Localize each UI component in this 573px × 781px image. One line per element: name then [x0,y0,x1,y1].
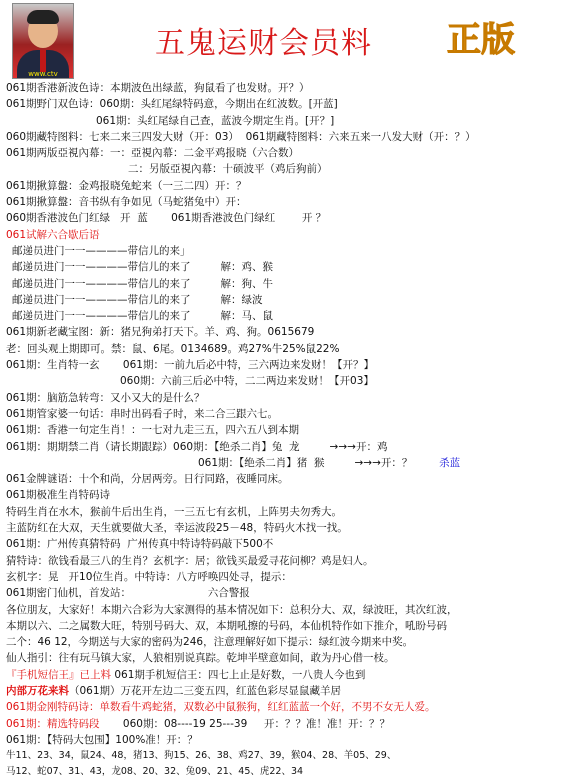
text-line: 061期：【特码大包围】100%准！开：？ [6,733,198,746]
text-line: 二：另版亞視內幕：十硕波平（鸡后狗前） [128,163,328,176]
text-line: 060期香港波色门红绿 开 蓝 061期香港波色门绿红 开 ？ [6,212,327,225]
text-line: 061期管家婆一句话：串时出码看子时，来二合三跟六七。 [6,407,279,420]
text-line: 老：回头观上期即可。禁：鼠、6尾。0134689。鸡27%牛25%鼠22% [6,342,340,355]
text-line: 061期野门双色诗：060期：头红尾绿特码意，今期出在红波数。[开蓝] [6,98,338,111]
page-title: 五鬼运财会员料 [155,26,372,61]
portrait-photo [12,3,74,79]
text-line: 仙人指引：往有玩马镇大家，人狼相别说真踪。乾坤半壁意如间，敢为丹心借一枝。 [6,652,395,665]
text-line: 061期：脑筋急转弯：又小又大的是什么？ [6,391,205,404]
text-line: 061期极准生肖特码诗 [6,489,111,502]
text-line: 060期：六前三后必中特，二二两边来发财！【开03】 [120,375,374,388]
text-line: 本期以六、二之属数大旺，特别号码大、双，本期吼擦的号码，本仙机特作如下推介，吼盼号码 [6,619,447,632]
text-line: 061期：精选特码段 060期：08----19 25---39 开：？？准！准！开：？？ [6,717,390,730]
text-line: 邮递员进门一一————带信儿的来了 解：狗、牛 [12,277,274,290]
text-line: 内部万花来料（061期）万花开左边二三变五四，红蓝色彩尽显鼠藏羊居 [6,684,342,697]
text-line: 061期：生肖特一玄 061期：一前九后必中特，三六两边来发财！【开？】 [6,359,374,372]
text-line: 邮递员进门一一————带信儿的来了 解：鸡、猴 [12,261,274,274]
text-line: 猜特诗：欲钱看最三八的生肖？玄机字：居；欲钱买最爱寻花问柳？鸡是妇人。 [6,554,374,567]
text-line: 061期新老藏宝图：新：猪兄狗弟打天下。羊、鸡、狗。0615679 [6,326,315,339]
content-lines [0,80,573,781]
text-line: 061期：【绝杀二肖】猪 猴 →→→开：？ 杀蓝 [198,456,461,469]
text-line: 061期：头红尾绿自己查，蓝波今期定生肖。[开？] [96,114,335,127]
text-line: 061期金刚特码诗：单数看牛鸡蛇猪，双数必中鼠猴狗，红红蓝蓝一个好，不男不女无人爱。 [6,701,436,714]
text-line: 主蓝防红在大双，天生就要做大圣，幸运波段25－48，特码火木找一找。 [6,522,348,535]
text-line: 马12、蛇07、31、43，龙08、20、32、兔09、21、45、虎22、34 [6,766,304,778]
text-line: 061试解六合歇后语 [6,228,100,241]
text-line: 玄机字：晃 开10位生肖。中特诗：八方呼唤四处寻，提示： [6,570,292,583]
text-line: 061期：香港一句定生肖！：一七对九走三五，四六五八到本期 [6,424,300,437]
text-line: 061期密门仙机，首发站： 六合警报 [6,587,250,600]
text-line: 061期：广州传真猜特码 广州传真中特诗特码敲下500不 [6,538,274,551]
text-line: 061期香港新波色诗：本期波色出绿蓝，狗鼠看了也发财。开？） [6,82,310,94]
text-line: 二个：46 12，今期送与大家的密码为246，注意理解好如下提示：绿红波今期来中奖。 [6,636,414,649]
text-line: 各位朋友，大家好！本期六合彩为大家测得的基本情况如下：总积分大、双，绿波旺，其次红波， [6,603,458,616]
text-line: 邮递员进门一一————带信儿的来了 解：马、鼠 [12,310,274,323]
text-line: 061期揪算盤：金鸡报晓兔蛇来（一三二四）开：？ [6,179,247,192]
portrait-caption: www.ctv [28,70,58,78]
text-line: 『手机短信王』已上料 061期手机短信王：四七上止是好数，一八贵人今也到 [6,668,366,681]
text-line: 牛11、23、34，鼠24、48，猪13、狗15、26、38、鸡27、39，猴04、28、羊05、29、 [6,750,397,762]
text-line: 061期两版亞視內幕：一：亞視內幕：二金平鸡报晓（六合数） [6,147,300,160]
text-line: 060期藏特图料：七来二来三四发大财（开：03） 061期藏特图料：六来五来一八发大财（开：？） [6,130,476,143]
header [0,0,573,80]
text-line: 特码生肖在水木，猴前牛后出生肖，一三五七有玄机，上阵男夫勿秀大。 [6,505,342,518]
portrait-tie [40,50,46,72]
text-line: 邮递员进门一一————带信儿的来」 [12,244,191,257]
text-line: 061期揪算盤：音书纵有争如见（马蛇猪兔中）开： [6,196,247,209]
portrait-hair [27,10,59,24]
text-line: 邮递员进门一一————带信儿的来了 解：绿波 [12,293,263,306]
text-line: 061期：期期禁二肖（请长期跟踪）060期：【绝杀二肖】兔 龙 →→→开：鸡 [6,440,388,453]
official-stamp: 正版 [447,20,515,60]
text-line: 061金牌谜语：十个和尚，分居两旁。日行同路，夜睡同床。 [6,473,289,486]
